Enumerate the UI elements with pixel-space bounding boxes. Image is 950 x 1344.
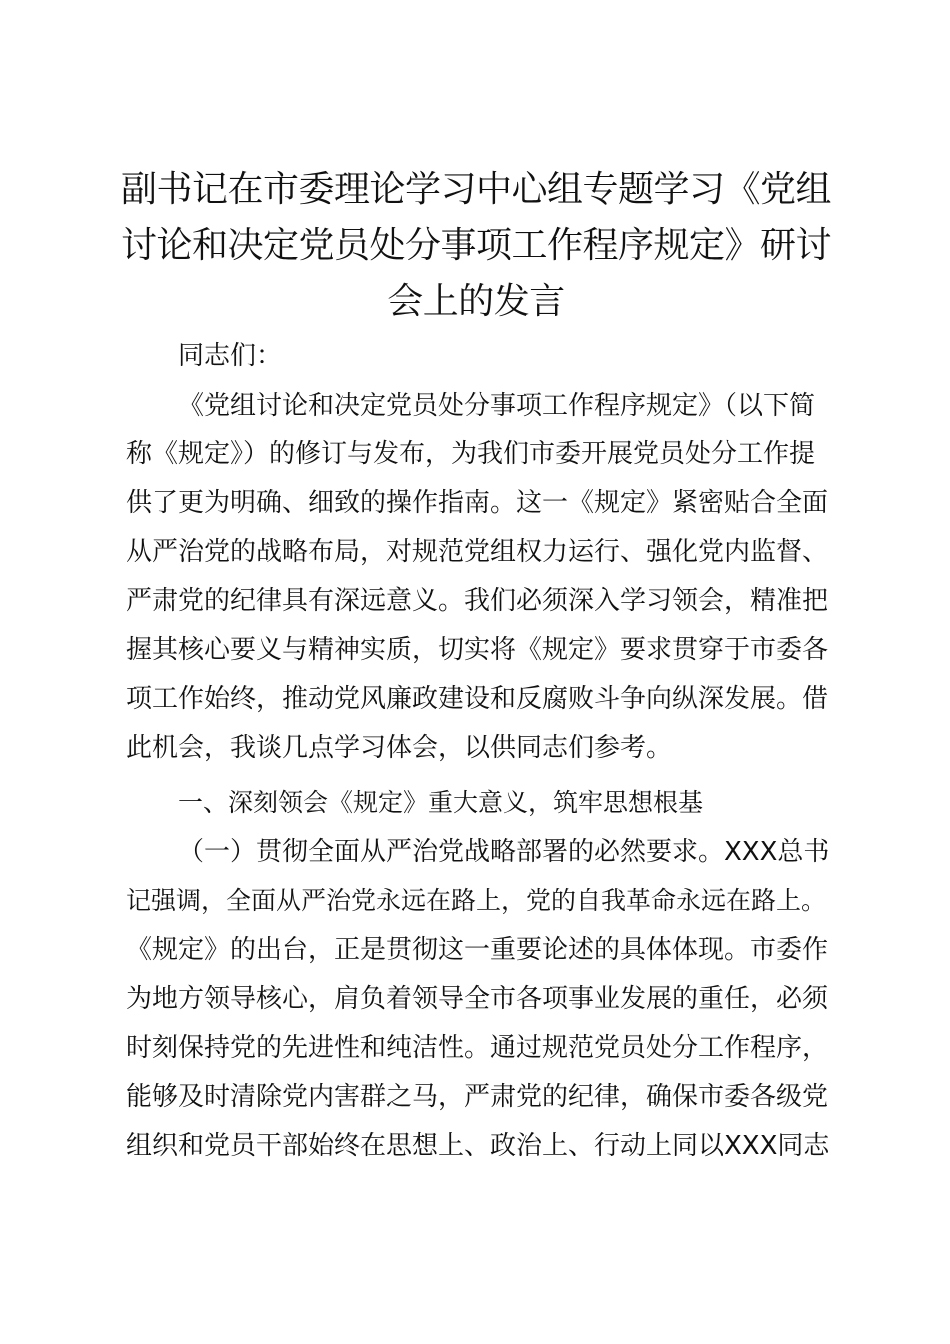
paragraph-1-line-6: 握其核心要义与精神实质，切实将《规定》要求贯穿于市委各 [126,635,829,665]
paragraph-2-line-6: 能够及时清除党内害群之马，严肃党的纪律，确保市委各级党 [126,1082,829,1112]
paragraph-1-line-3: 供了更为明确、细致的操作指南。这一《规定》紧密贴合全面 [126,488,829,518]
paragraph-2-line-5: 时刻保持党的先进性和纯洁性。通过规范党员处分工作程序， [126,1033,829,1063]
paragraph-2-line-1: （一）贯彻全面从严治党战略部署的必然要求。XXX总书 [178,837,830,867]
title-line-2: 讨论和决定党员处分事项工作程序规定》研讨 [120,225,831,266]
paragraph-2-line-7: 组织和党员干部始终在思想上、政治上、行动上同以XXX同志 [126,1131,830,1161]
paragraph-1-line-4: 从严治党的战略布局，对规范党组权力运行、强化党内监督、 [126,537,829,567]
paragraph-1-line-5: 严肃党的纪律具有深远意义。我们必须深入学习领会，精准把 [126,586,829,616]
paragraph-1-line-2: 称《规定》）的修订与发布，为我们市委开展党员处分工作提 [126,439,816,469]
title-line-3: 会上的发言 [387,281,565,322]
paragraph-2-line-3: 《规定》的出台，正是贯彻这一重要论述的具体体现。市委作 [126,935,829,965]
paragraph-1-line-7: 项工作始终，推动党风廉政建设和反腐败斗争向纵深发展。借 [126,684,829,714]
title-line-1: 副书记在市委理论学习中心组专题学习《党组 [120,169,831,210]
paragraph-2-line-2: 记强调，全面从严治党永远在路上，党的自我革命永远在路上。 [126,886,827,915]
paragraph-2-line-4: 为地方领导核心，肩负着领导全市各项事业发展的重任，必须 [126,984,829,1014]
paragraph-1-line-1: 《党组讨论和决定党员处分事项工作程序规定》（以下简 [178,391,816,421]
document-title [120,162,832,330]
paragraph-1-line-8: 此机会，我谈几点学习体会，以供同志们参考。 [126,733,673,763]
section-heading-1: 一、深刻领会《规定》重大意义，筑牢思想根基 [178,788,704,817]
salutation: 同志们： [178,341,283,371]
